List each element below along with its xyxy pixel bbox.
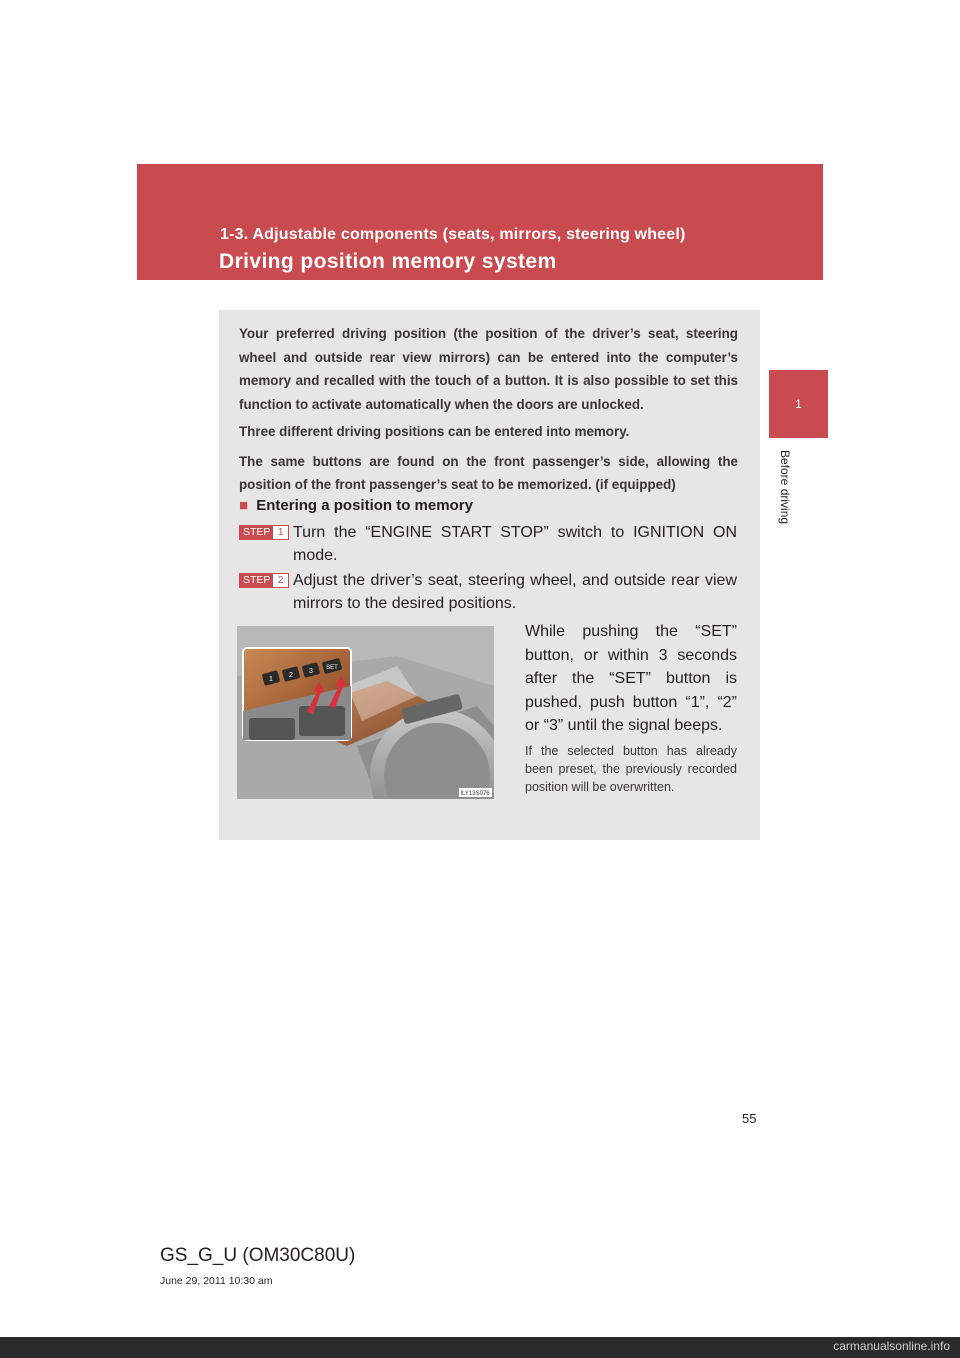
print-date: June 29, 2011 10:30 am — [160, 1275, 273, 1287]
watermark-bar — [0, 1337, 960, 1358]
step-3-text: While pushing the “SET” button, or within 3 seconds after the “SET” button is pushed, push button “1”, “2” or “3” until the signal beeps. — [525, 623, 737, 734]
step-1-text: Turn the “ENGINE START STOP” switch to IGNITION ON mode. — [293, 524, 737, 564]
page-title: Driving position memory system — [219, 250, 557, 273]
watermark-text[interactable]: carmanualsonline.info — [833, 1339, 950, 1353]
step-2-number: 2 — [273, 574, 288, 587]
page-number: 55 — [742, 1111, 757, 1126]
button-2-label: 2 — [289, 672, 293, 679]
button-3-label: 3 — [309, 668, 313, 675]
note-text: If the selected button has already been preset, the previously recorded position will be overwritten. — [525, 744, 737, 794]
step-1-word: STEP — [240, 526, 273, 539]
subheading-text: Entering a position to memory — [256, 497, 473, 514]
step-1-number: 1 — [273, 526, 288, 539]
set-button-label: SET — [326, 665, 338, 671]
square-bullet-icon: ■ — [239, 497, 249, 514]
chapter-tab[interactable]: 1 — [769, 370, 828, 438]
section-label: 1-3. Adjustable components (seats, mirrors, steering wheel) — [220, 226, 686, 243]
step-2-word: STEP — [240, 574, 273, 587]
manual-code: GS_G_U (OM30C80U) — [160, 1245, 356, 1266]
memory-button-illustration — [237, 626, 494, 799]
intro-paragraph-2: Three different driving positions can be entered into memory. — [239, 424, 630, 439]
intro-paragraph-1: Your preferred driving position (the position of the driver’s seat, steering wheel and outside rear view mirrors) can be entered into the computer’s memory and recalled with the touch of a button. It is also possible to set this function to activate automatically when the doors are unlocked. — [239, 326, 738, 412]
step-2-text: Adjust the driver’s seat, steering wheel, and outside rear view mirrors to the desired positions. — [293, 572, 737, 612]
door-panel-image — [237, 626, 494, 799]
figure-code: ILY13S076 — [460, 791, 490, 797]
intro-paragraph-3: The same buttons are found on the front passenger’s side, allowing the position of the front passenger’s seat to be memorized. (if equipped) — [239, 453, 738, 492]
step-1-badge — [239, 525, 289, 540]
subheading — [239, 497, 473, 514]
button-1-label: 1 — [269, 676, 273, 683]
intro-text — [239, 322, 738, 501]
chapter-label: Before driving — [778, 450, 792, 525]
step-2-badge — [239, 573, 289, 588]
